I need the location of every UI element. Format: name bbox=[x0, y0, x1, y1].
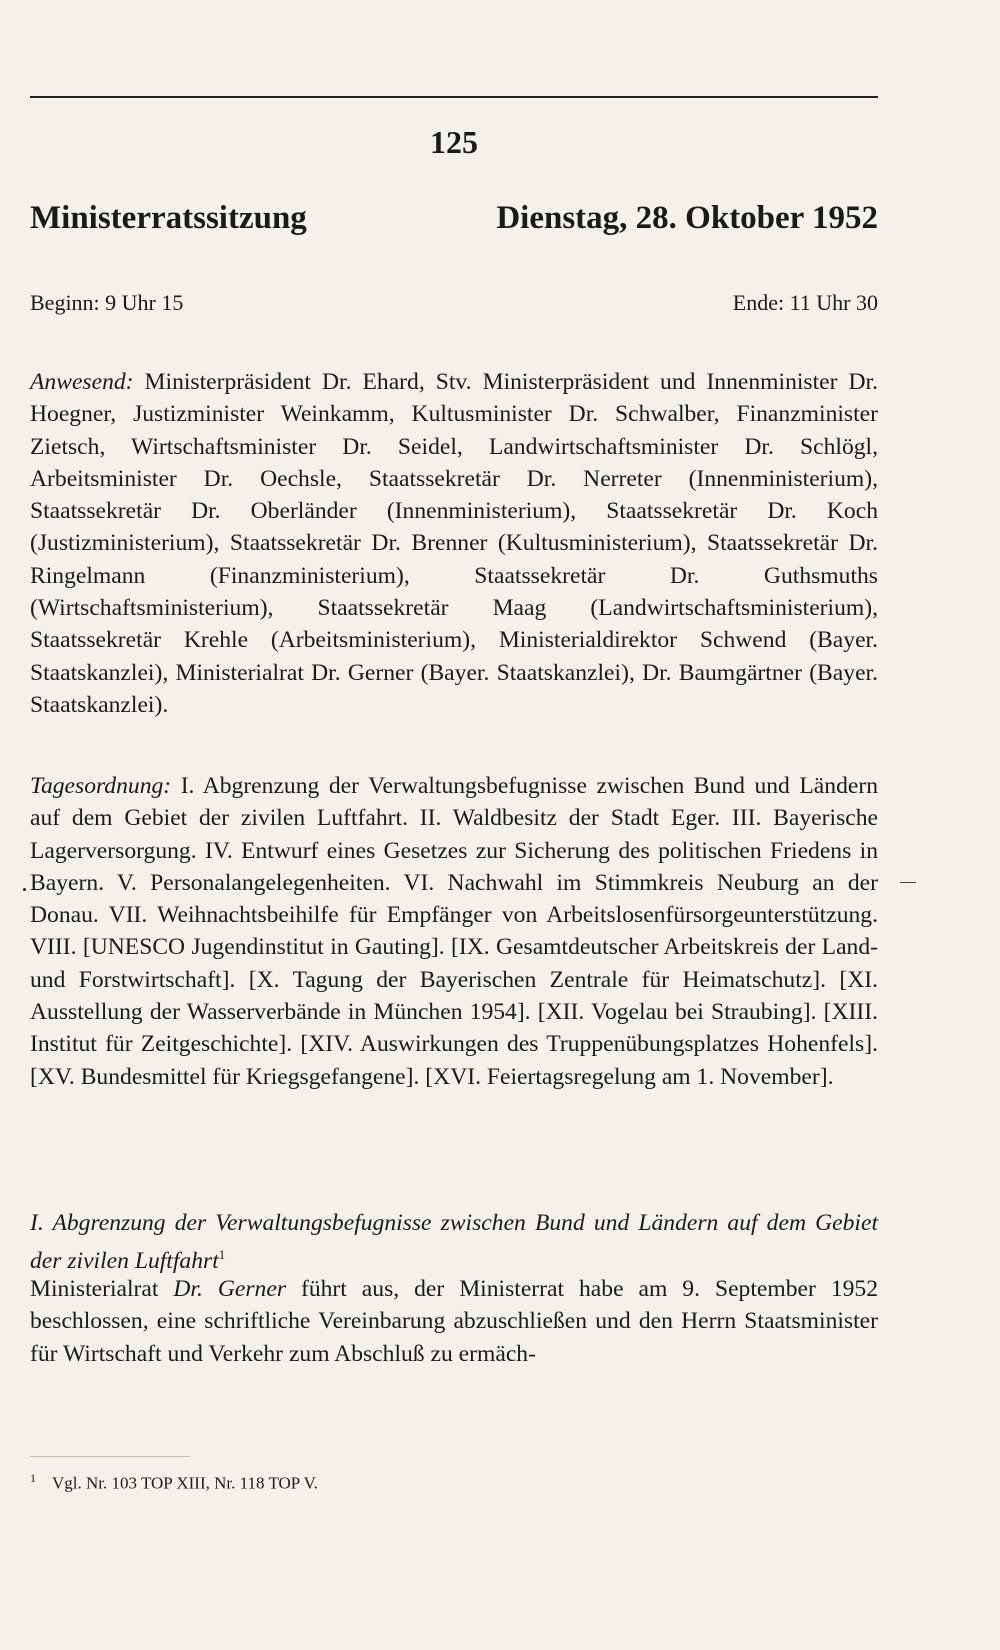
section-heading-text: I. Abgrenzung der Verwaltungsbefugnisse zwischen Bund und Ländern auf dem Gebiet der zivilen Luftfahrt bbox=[30, 1210, 878, 1275]
body-intro: Ministerialrat bbox=[30, 1276, 174, 1302]
meeting-number: 125 bbox=[430, 124, 478, 160]
end-time: Ende: 11 Uhr 30 bbox=[732, 290, 878, 315]
attendance-text: Ministerpräsident Dr. Ehard, Stv. Ministerpräsident und Innenminister Dr. Hoegner, Justizminister Weinkamm, Kultusminister Dr. Schwalber, Finanzminister Zietsch, Wirtschaftsminister Dr. Seidel, Landwirtschaftsminister Dr. Schlögl, Arbeitsminister Dr. Oechsle, Staatssekretär Dr. Nerreter (Innenministerium), Staatssekretär Dr. Oberländer (Innenministerium), Staatssekretär Dr. Koch (Justizministerium), Staatssekretär Dr. Brenner (Kultusministerium), Staatssekretär Dr. Ringelmann (Finanzministerium), Staatssekretär Dr. Guthsmuths (Wirtschaftsministerium), Staatssekretär Maag (Landwirtschaftsministerium), Staatssekretär Krehle (Arbeitsministerium), Ministerialdirektor Schwend (Bayer. Staatskanzlei), Ministerialrat Dr. Gerner (Bayer. Staatskanzlei), Dr. Baumgärtner (Bayer. Staatskanzlei). bbox=[30, 369, 878, 718]
margin-mark bbox=[900, 882, 916, 883]
header-rule bbox=[30, 96, 878, 98]
footnote-mark: 1 bbox=[30, 1471, 36, 1485]
agenda-text: I. Abgrenzung der Verwaltungsbefugnisse zwischen Bund und Ländern auf dem Gebiet der zivilen Luftfahrt. II. Waldbesitz der Stadt Eger. III. Bayerische Lagerversorgung. IV. Entwurf eines Gesetzes zur Sicherung des politischen Friedens in Bayern. V. Personalangelegenheiten. VI. Nachwahl im Stimmkreis Neuburg an der Donau. VII. Weihnachtsbeihilfe für Empfänger von Arbeitslosenfürsorgeunterstützung. VIII. [UNESCO Jugendinstitut in Gauting]. [IX. Gesamtdeutscher Arbeitskreis der Land- und Forstwirtschaft]. [X. Tagung der Bayerischen Zentrale für Heimatschutz]. [XI. Ausstellung der Wasserverbände in München 1954]. [XII. Vogelau bei Straubing]. [XIII. Institut für Zeitgeschichte]. [XIV. Auswirkungen des Truppenübungsplatzes Hohenfels]. [XV. Bundesmittel für Kriegsgefangene]. [XVI. Feiertagsregelung am 1. November]. bbox=[30, 773, 878, 1090]
footnote-rule bbox=[30, 1456, 190, 1457]
agenda-label: Tagesordnung: bbox=[30, 773, 172, 799]
agenda-paragraph bbox=[30, 770, 878, 1093]
meeting-title: Ministerratssitzung bbox=[30, 200, 307, 236]
footnote-text: Vgl. Nr. 103 TOP XIII, Nr. 118 TOP V. bbox=[52, 1473, 318, 1493]
footnote bbox=[30, 1471, 318, 1494]
time-row bbox=[30, 290, 878, 316]
title-row bbox=[30, 200, 878, 237]
begin-time: Beginn: 9 Uhr 15 bbox=[30, 290, 184, 315]
footnote-reference: 1 bbox=[218, 1247, 226, 1263]
meeting-date: Dienstag, 28. Oktober 1952 bbox=[496, 200, 878, 236]
attendance-label: Anwesend: bbox=[30, 369, 134, 395]
attendance-paragraph bbox=[30, 366, 878, 721]
margin-dot bbox=[23, 888, 26, 891]
section-body bbox=[30, 1273, 878, 1370]
speaker-name: Dr. Gerner bbox=[173, 1276, 287, 1302]
body-text: führt aus, der Ministerrat habe am 9. September 1952 beschlossen, eine schriftliche Vereinbarung abzuschließen und den Herrn Staatsminister für Wirtschaft und Verkehr zum Abschluß zu ermäch- bbox=[30, 1276, 879, 1367]
section-heading bbox=[30, 1207, 878, 1277]
